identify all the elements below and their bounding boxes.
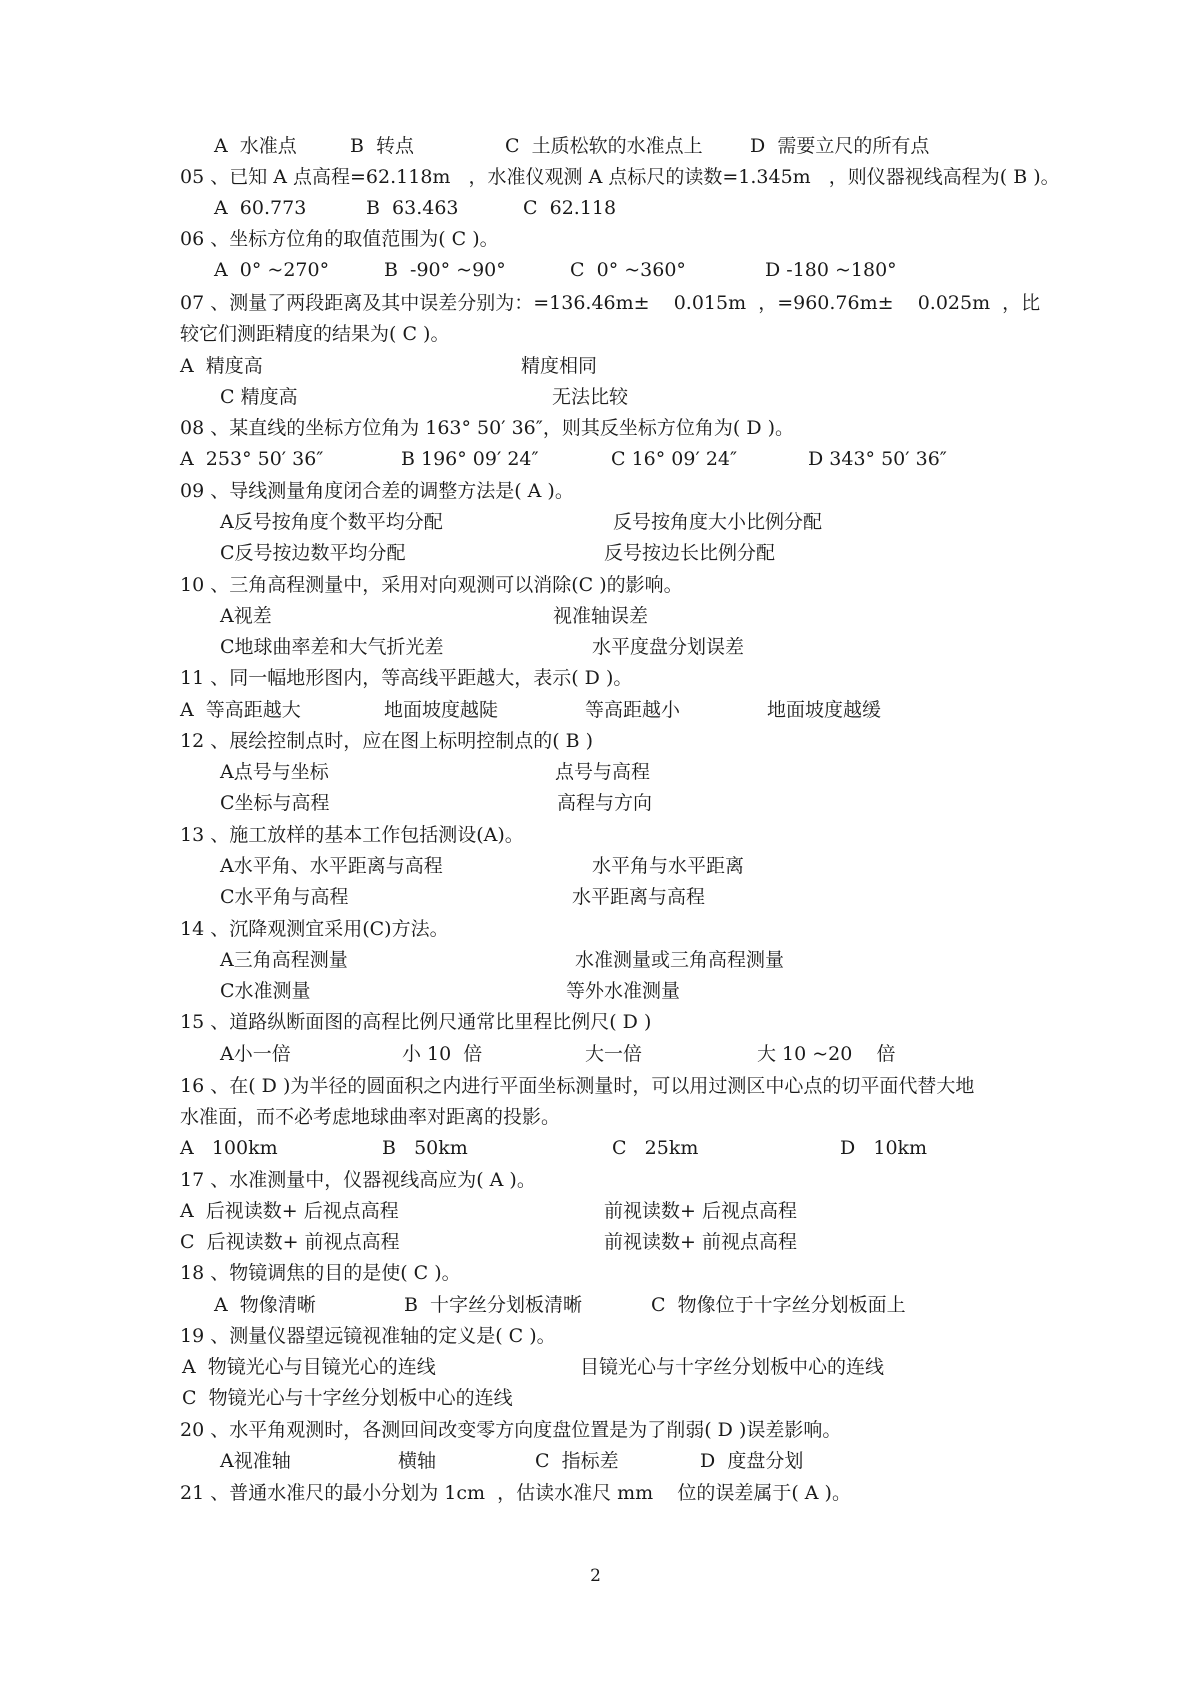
text-line [0,1352,1191,1383]
option-d: 等外水准测量 [566,980,681,1002]
option-c: C 16° 09′ 24″ [611,448,738,470]
question-06: 06 、坐标方位角的取值范围为( C )。 [180,228,499,250]
option-a: A三角高程测量 [220,949,348,971]
option-a: A视差 [220,605,272,627]
option-b: B 50km [382,1137,468,1159]
question-10: 10 、三角高程测量中，采用对向观测可以消除(C )的影响。 [180,574,683,596]
option-a: A 0° ~270° [214,259,330,281]
question-17: 17 、水准测量中，仪器视线高应为( A )。 [180,1169,536,1191]
question-line [0,162,1191,193]
text-line [0,131,1191,162]
option-a: A小一倍 [220,1043,291,1065]
option-d: D 需要立尺的所有点 [750,135,930,157]
option-b: B 十字丝分划板清晰 [404,1294,583,1316]
option-b: 横轴 [398,1450,437,1472]
option-d: D 度盘分划 [700,1450,804,1472]
question-line [0,1071,1191,1102]
text-line [0,757,1191,788]
question-12: 12 、展绘控制点时，应在图上标明控制点的( B ) [180,730,594,752]
option-a: A 等高距越大 [180,699,301,721]
option-c: 大一倍 [585,1043,643,1065]
option-b: B -90° ~90° [384,259,506,281]
question-11: 11 、同一幅地形图内，等高线平距越大，表示( D )。 [180,667,633,689]
option-d: 前视读数+ 前视点高程 [604,1231,797,1253]
option-c: C 后视读数+ 前视点高程 [180,1231,400,1253]
text-line [0,1196,1191,1227]
question-20: 20 、水平角观测时，各测回间改变零方向度盘位置是为了削弱( D )误差影响。 [180,1419,842,1441]
option-a: A水平角、水平距离与高程 [220,855,443,877]
option-c: C 25km [612,1137,699,1159]
text-line [0,1446,1191,1477]
question-line [0,413,1191,444]
option-d: 地面坡度越缓 [767,699,882,721]
text-line [0,851,1191,882]
option-b: B 转点 [350,135,415,157]
question-16: 16 、在( D )为半径的圆面积之内进行平面坐标测量时，可以用过测区中心点的切平面代替大地 [180,1075,975,1097]
option-b: 水准测量或三角高程测量 [575,949,785,971]
page-number: 2 [590,1566,601,1586]
text-line [0,1383,1191,1414]
option-c: 等高距越小 [585,699,681,721]
text-line [0,695,1191,726]
question-line [0,663,1191,694]
option-d: D 10km [840,1137,928,1159]
option-c: C 0° ~360° [570,259,686,281]
option-c: C水准测量 [220,980,311,1002]
text-line [0,193,1191,224]
text-line [0,319,1191,350]
option-c: C反号按边数平均分配 [220,542,406,564]
text-line [0,382,1191,413]
option-b: 反号按角度大小比例分配 [613,511,823,533]
option-d: D 343° 50′ 36″ [808,448,947,470]
question-line [0,1415,1191,1446]
option-b: 前视读数+ 后视点高程 [604,1200,797,1222]
question-line [0,476,1191,507]
option-b: 地面坡度越陡 [384,699,499,721]
option-a: A视准轴 [220,1450,291,1472]
question-21: 21 、普通水准尺的最小分划为 1cm ，估读水准尺 mm 位的误差属于( A )。 [180,1482,851,1504]
text-line [0,1290,1191,1321]
text-line [0,788,1191,819]
option-d: 反号按边长比例分配 [604,542,776,564]
option-b: B 196° 09′ 24″ [401,448,539,470]
option-d: 高程与方向 [557,792,653,814]
text-line [0,351,1191,382]
option-a: A 物镜光心与目镜光心的连线 [182,1356,436,1378]
question-07: 07 、测量了两段距离及其中误差分别为：=136.46m± 0.015m ，=960.76m± 0.025m ，比 [180,292,1041,314]
question-line [0,820,1191,851]
option-d: 无法比较 [552,386,629,408]
option-a: A 精度高 [180,355,263,377]
question-line [0,1007,1191,1038]
option-a: A 物像清晰 [214,1294,316,1316]
option-c: C 物镜光心与十字丝分划板中心的连线 [182,1387,513,1409]
option-d: 大 10 ~20 倍 [757,1043,896,1065]
option-a: A 水准点 [214,135,297,157]
option-d: 水平距离与高程 [572,886,706,908]
option-a: A 60.773 [214,197,307,219]
text-line [0,255,1191,286]
question-13: 13 、施工放样的基本工作包括测设(A)。 [180,824,524,846]
question-line [0,224,1191,255]
text-line [0,601,1191,632]
question-line [0,1258,1191,1289]
option-c: C 土质松软的水准点上 [505,135,703,157]
question-continuation: 较它们测距精度的结果为( C )。 [180,323,450,345]
option-c: C坐标与高程 [220,792,330,814]
question-line [0,914,1191,945]
question-continuation: 水准面，而不必考虑地球曲率对距离的投影。 [180,1106,561,1128]
question-14: 14 、沉降观测宜采用(C)方法。 [180,918,449,940]
option-c: C水平角与高程 [220,886,349,908]
option-a: A 253° 50′ 36″ [180,448,324,470]
question-line [0,726,1191,757]
text-line [0,1102,1191,1133]
option-c: C 62.118 [523,197,617,219]
option-b: 水平角与水平距离 [592,855,745,877]
question-line [0,288,1191,319]
option-c: C 指标差 [535,1450,619,1472]
option-a: A点号与坐标 [220,761,329,783]
question-18: 18 、物镜调焦的目的是使( C )。 [180,1262,461,1284]
option-b: 小 10 倍 [402,1043,483,1065]
option-b: 点号与高程 [555,761,651,783]
text-line [0,444,1191,475]
option-a: A 后视读数+ 后视点高程 [180,1200,399,1222]
option-c: C地球曲率差和大气折光差 [220,636,444,658]
question-line [0,570,1191,601]
option-c: C 精度高 [220,386,298,408]
question-line [0,1478,1191,1509]
text-line [0,976,1191,1007]
option-a: A 100km [180,1137,278,1159]
question-05: 05 、已知 A 点高程=62.118m ，水准仪观测 A 点标尺的读数=1.345m ，则仪器视线高程为( B )。 [180,166,1060,188]
option-a: A反号按角度个数平均分配 [220,511,443,533]
text-line [0,945,1191,976]
text-line [0,1133,1191,1164]
option-b: B 63.463 [366,197,459,219]
question-19: 19 、测量仪器望远镜视准轴的定义是( C )。 [180,1325,556,1347]
question-line [0,1321,1191,1352]
question-15: 15 、道路纵断面图的高程比例尺通常比里程比例尺( D ) [180,1011,652,1033]
option-d: D -180 ~180° [765,259,897,281]
text-line [0,632,1191,663]
option-c: C 物像位于十字丝分划板面上 [651,1294,906,1316]
option-b: 目镜光心与十字丝分划板中心的连线 [580,1356,885,1378]
question-09: 09 、导线测量角度闭合差的调整方法是( A )。 [180,480,574,502]
text-line [0,1039,1191,1070]
question-08: 08 、某直线的坐标方位角为 163° 50′ 36″，则其反坐标方位角为( D )。 [180,417,795,439]
option-d: 水平度盘分划误差 [592,636,745,658]
text-line [0,1227,1191,1258]
option-b: 精度相同 [521,355,598,377]
text-line [0,882,1191,913]
question-line [0,1165,1191,1196]
text-line [0,538,1191,569]
text-line [0,507,1191,538]
option-b: 视准轴误差 [553,605,649,627]
